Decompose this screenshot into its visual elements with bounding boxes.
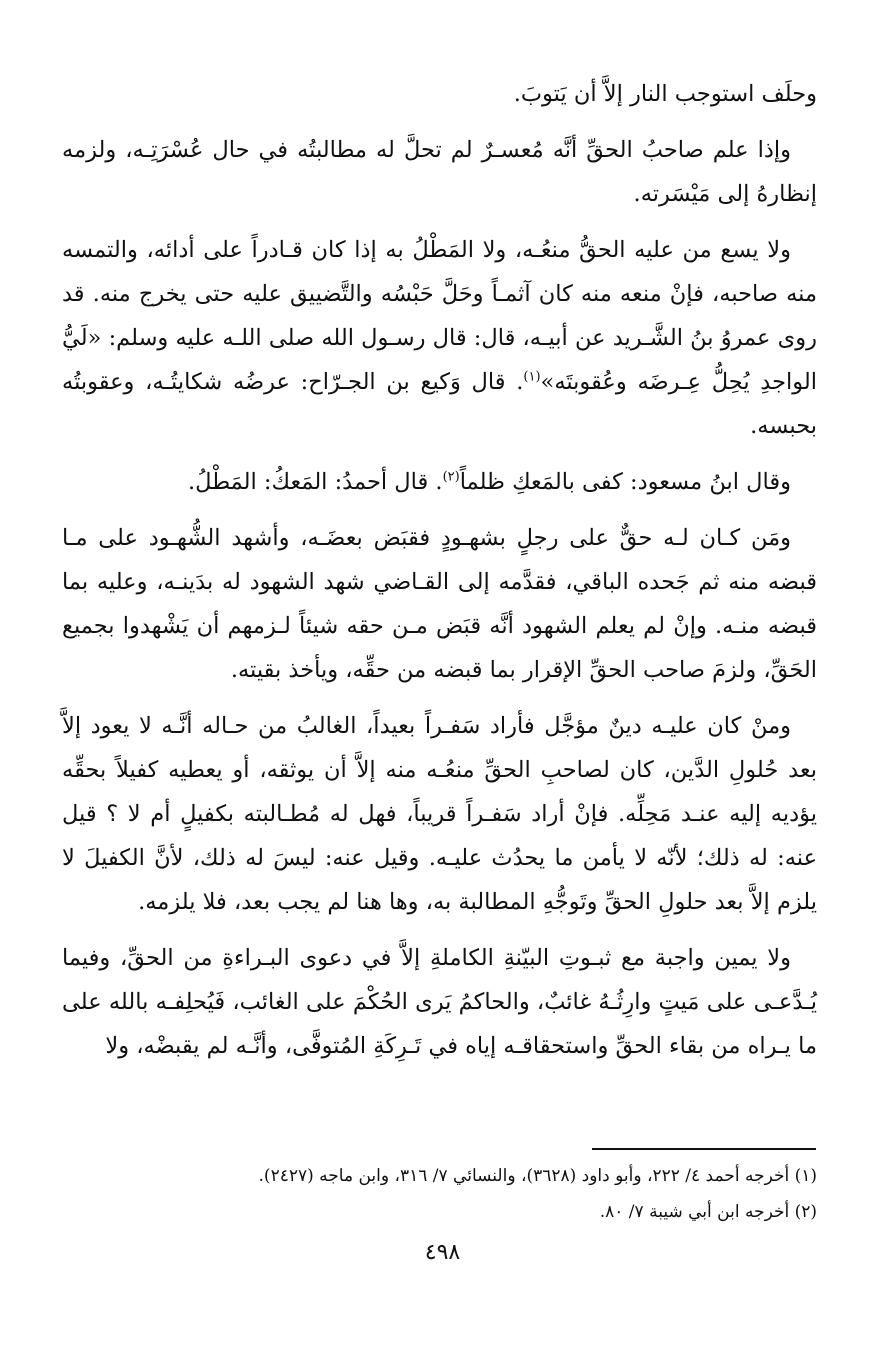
paragraph: وحلَف استوجب النار إلاَّ أن يَتوبَ.	[513, 81, 817, 107]
footnotes	[62, 1158, 817, 1230]
paragraph-text: وقال ابنُ مسعود: كفى بالمَعكِ ظلماً	[459, 469, 791, 495]
paragraph: ومَن كـان لـه حقٌّ على رجلٍ بشهـودٍ فقبَض بعضَـه، وأشهد الشُّهـود على مـا قبضه منه ثم جَحده الباقي، فقدَّمه إلى القـاضي شهد الشهود له بدَينـه، وعليه بما قبضه منـه. وإنْ لم يعلم الشهود أنَّه قبَض مـن حقه شيئاً لـزمهم أن يَشْهدوا بجميع الحَقِّ، ولزمَ صاحب الحقِّ الإقرار بما قبضه من حقِّه، ويأخذ بقيته.	[62, 525, 817, 683]
paragraph-text: . قال وَكيع بن الجـرّاح: عرضُه شكايتُـه، وعقوبتُه بحبسه.	[62, 369, 817, 439]
page-number: ٤٩٨	[424, 1240, 461, 1265]
footnote-divider	[592, 1148, 816, 1150]
paragraph: وإذا علم صاحبُ الحقِّ أنَّه مُعسـرٌ لم تحلَّ له مطالبتُه في حال عُسْرَتِـه، ولزمه إنظارهُ إلى مَيْسَرته.	[62, 137, 817, 207]
body-text	[62, 72, 817, 1080]
paragraph: ومنْ كان عليـه دينٌ مؤجَّل فأراد سَفـراً بعيداً، الغالبُ من حـاله أنَّـه لا يعود إلاَّ بعد حُلولِ الدَّين، كان لصاحبِ الحقِّ منعُـه منه إلاَّ أن يوثقه، أو يعطيه كفيلاً بحقِّه يؤديه إليه عنـد مَحِلِّه. فإنْ أراد سَفـراً قريباً، فهل له مُطـالبته بكفيلٍ أم لا ؟ قيل عنه: له ذلك؛ لأنّه لا يأمن ما يحدُث عليـه. وقيل عنه: ليسَ له ذلك، لأنَّ الكفيلَ لا يلزم إلاَّ بعد حلولِ الحقِّ وتَوجُّهِ المطالبة به، وها هنا لم يجب بعد، فلا يلزمه.	[62, 713, 817, 915]
footnote-marker[interactable]: (١)	[523, 369, 541, 385]
paragraph-text: . قال أحمدُ: المَعكُ: المَطْلُ.	[188, 469, 443, 495]
paragraph	[62, 228, 817, 448]
footnote: (١) أخرجه أحمد ٤/ ٢٢٢، وأبو داود (٣٦٢٨)، والنسائي ٧/ ٣١٦، وابن ماجه (٢٤٢٧).	[258, 1166, 817, 1186]
footnote: (٢) أخرجه ابن أبي شيبة ٧/ ٨٠.	[599, 1202, 817, 1222]
paragraph	[62, 460, 817, 504]
footnote-marker[interactable]: (٢)	[442, 469, 460, 485]
paragraph: ولا يمين واجبة مع ثبـوتِ البيّنةِ الكاملةِ إلاَّ في دعوى البـراءةِ من الحقِّ، وفيما يُـدَّعـى على مَيتٍ وارِثُـهُ غائبٌ، والحاكمُ يَرى الحُكْمَ على الغائب، فَيُحلِفـه بالله على ما يـراه من بقاء الحقِّ واستحقاقـه إياه في تَـرِكَةِ المُتوفَّى، وأنَّـه لم يقبضْه، ولا	[62, 945, 817, 1059]
paragraph-text: ولا يسع من عليه الحقُّ منعُـه، ولا المَطْلُ به إذا كان قـادراً على أدائه، والتمسه منه صاحبه، فإنْ منعه منه كان آثمـاً وحَلَّ حَبْسُه والتَّضييق عليه حتى يخرج منه. قد روى عمروُ بنُ الشَّـريد عن أبيـه، قال: قال رسـول الله صلى اللـه عليه وسلم: «لَيُّ الواجدِ يُحِلُّ عِـرضَه وعُقوبتَه»	[62, 237, 818, 395]
